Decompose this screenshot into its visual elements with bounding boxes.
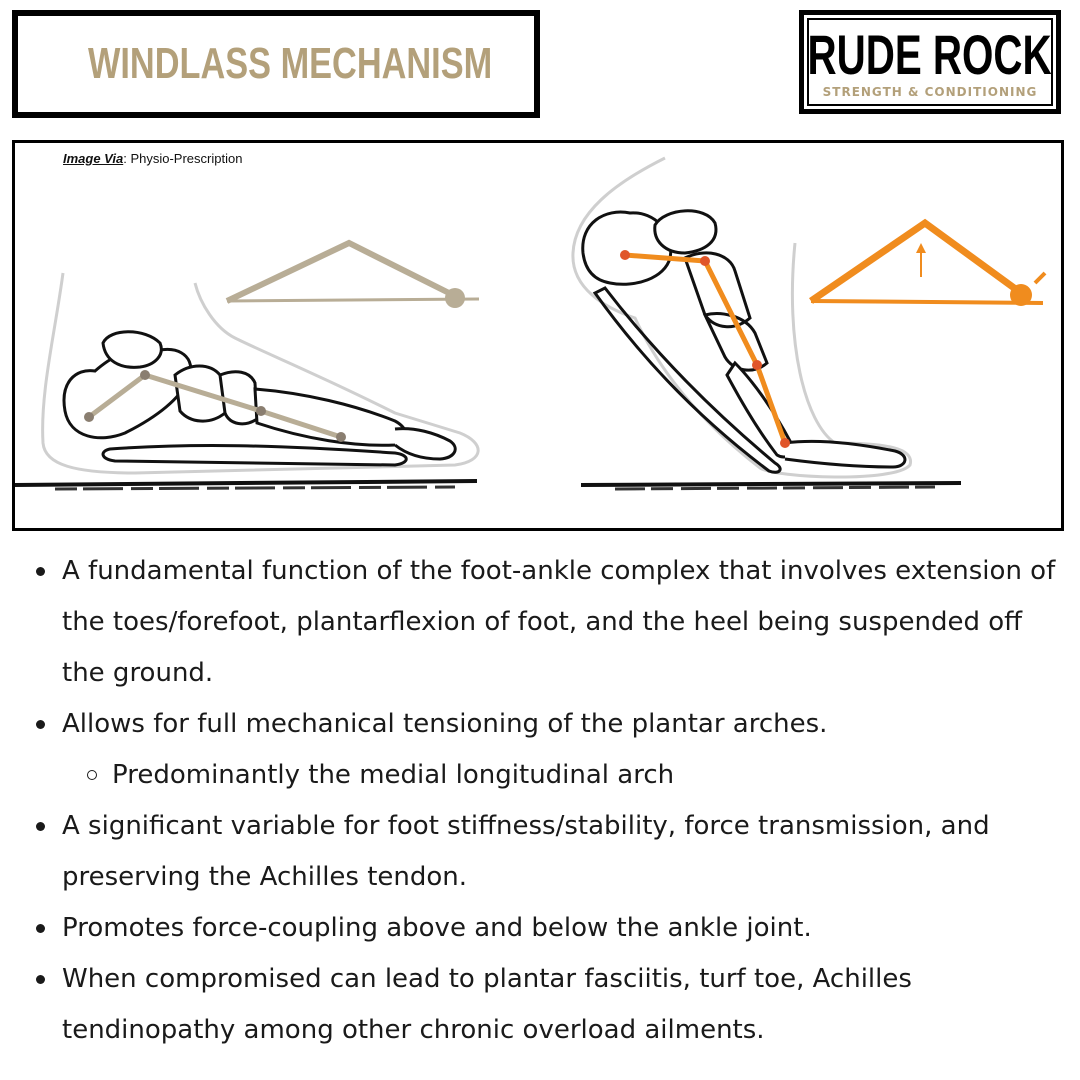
sub-bullet-text: Predominantly the medial longitudinal arch — [112, 760, 675, 790]
credit-source: : Physio-Prescription — [123, 151, 243, 166]
credit-label: Image Via — [63, 151, 124, 166]
bullet-text: Allows for full mechanical tensioning of the plantar arches. — [62, 709, 828, 739]
bullet-text: When compromised can lead to plantar fasciitis, turf toe, Achilles tendinopathy among other chronic overload ailments. — [62, 964, 912, 1045]
arch-raise-arrow-icon — [916, 243, 926, 253]
bullet-item — [34, 903, 1064, 954]
right-plantar-fascia — [595, 288, 780, 472]
left-ground — [15, 481, 477, 485]
right-midfoot-bones — [685, 253, 767, 370]
right-ground — [581, 483, 961, 485]
title-box — [12, 10, 540, 118]
bullet-dot-icon — [36, 822, 45, 831]
right-windlass-drum — [1010, 284, 1032, 306]
bullet-dot-icon — [36, 975, 45, 984]
bullet-text: Promotes force-coupling above and below the ankle joint. — [62, 913, 812, 943]
sub-bullet-item — [34, 750, 1064, 801]
logo-main-text: RUDE ROCK — [807, 23, 1053, 86]
foot-illustration — [15, 143, 1061, 528]
bullet-dot-icon — [36, 924, 45, 933]
bullet-item — [34, 699, 1064, 750]
left-triangle — [227, 243, 453, 301]
bullet-dot-icon — [36, 720, 45, 729]
raised-foot-figure — [573, 158, 1045, 489]
right-triangle — [811, 223, 1021, 301]
flat-foot-figure — [15, 243, 479, 489]
windlass-illustration-frame — [12, 140, 1064, 531]
bullet-ring-icon — [87, 770, 97, 780]
bullet-list — [34, 546, 1064, 1056]
left-windlass-drum — [445, 288, 465, 308]
logo-subtitle: STRENGTH & CONDITIONING — [822, 85, 1038, 99]
brand-logo — [799, 10, 1061, 114]
bullet-item — [34, 546, 1064, 699]
bullet-text: A significant variable for foot stiffness/stability, force transmission, and preserving the Achilles tendon. — [62, 811, 990, 892]
bullet-item — [34, 801, 1064, 903]
page-title: WINDLASS MECHANISM — [88, 39, 493, 88]
bullet-text: A fundamental function of the foot-ankle complex that involves extension of the toes/forefoot, plantarflexion of foot, and the heel being suspended off the ground. — [62, 556, 1056, 688]
bullet-item — [34, 954, 1064, 1056]
bullet-dot-icon — [36, 567, 45, 576]
left-plantar-fascia — [103, 446, 406, 465]
left-talus-bone — [103, 332, 161, 368]
right-talus-bone — [655, 211, 716, 253]
